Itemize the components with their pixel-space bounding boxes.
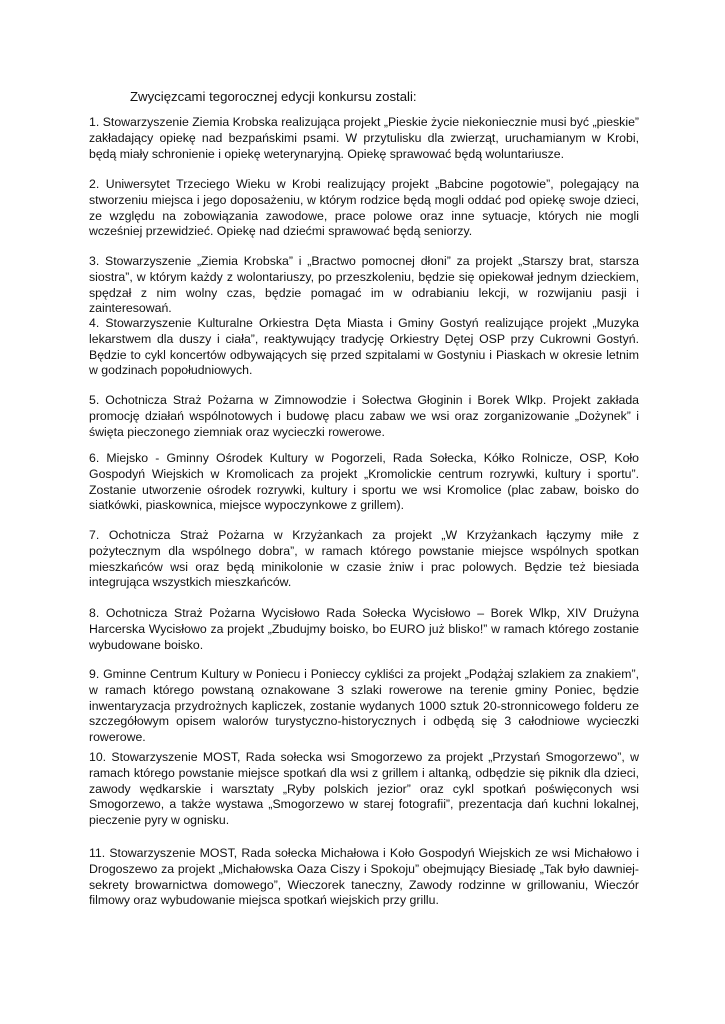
winner-item-4: 4. Stowarzyszenie Kulturalne Orkiestra Dęta Miasta i Gminy Gostyń realizujące projekt „Muzyka lekarstwem dla duszy i ciała”, reaktywujący tradycję Orkiestry Dętej OSP przy Cukrowni Gostyń. Będzie to cykl koncertów odbywających się przed szpitalami w Gostyniu i Piaskach w okresie letnim w godzinach popołudniowych. (89, 316, 639, 378)
winner-item-6: 6. Miejsko - Gminny Ośrodek Kultury w Pogorzeli, Rada Sołecka, Kółko Rolnicze, OSP, Koło Gospodyń Wiejskich w Kromolicach za projekt „Kromolickie centrum rozrywki, kultury i sportu”. Zostanie utworzenie ośrodek rozrywki, kultury i sportu we wsi Kromolice (plac zabaw, boisko do siatkówki, piaskownica, miejsce wypoczynkowe z grillem). (89, 451, 639, 513)
winner-item-2: 2. Uniwersytet Trzeciego Wieku w Krobi realizujący projekt „Babcine pogotowie”, polegający na stworzeniu miejsca i jego doposażeniu, w którym rodzice będą mogli oddać pod opiekę swoje dzieci, ze względu na zobowiązania zawodowe, prace polowe oraz inne sytuacje, których nie mogli wcześniej przewidzieć. Opiekę nad dziećmi sprawować będą seniorzy. (89, 177, 639, 239)
winner-item-9: 9. Gminne Centrum Kultury w Poniecu i Ponieccy cykliści za projekt „Podążaj szlakiem za znakiem”, w ramach którego powstaną oznakowane 3 szlaki rowerowe na terenie gminy Poniec, będzie inwentaryzacja przydrożnych kapliczek, zostanie wydanych 1000 sztuk 20-stronnicowego folderu ze szczegółowym opisem walorów turystyczno-historycznych i odbędą się 3 całodniowe wycieczki rowerowe. (89, 667, 639, 745)
winner-item-3: 3. Stowarzyszenie „Ziemia Krobska” i „Bractwo pomocnej dłoni” za projekt „Starszy brat, starsza siostra”, w którym każdy z wolontariuszy, po przeszkoleniu, będzie się opiekował jednym dzieckiem, spędzał z nim wolny czas, będzie pomagać im w odrabianiu lekcji, w rozwijaniu pasji i zainteresowań. (89, 254, 639, 316)
winner-item-11: 11. Stowarzyszenie MOST, Rada sołecka Michałowa i Koło Gospodyń Wiejskich ze wsi Michałowo i Drogoszewo za projekt „Michałowska Oaza Ciszy i Spokoju” obejmujący Biesiadę „Tak było dawniej- sekrety browarnictwa domowego”, Wieczorek taneczny, Zawody rodzinne w grillowaniu, Wieczór filmowy oraz wybudowanie miejsca spotkań wiejskich przy grillu. (89, 846, 639, 908)
winner-item-10: 10. Stowarzyszenie MOST, Rada sołecka wsi Smogorzewo za projekt „Przystań Smogorzewo”, w ramach którego powstanie miejsce spotkań dla wsi z grillem i altanką, odbędzie się piknik dla dzieci, zawody wędkarskie i warsztaty „Ryby polskich jezior” oraz cykl spotkań poświęconych wsi Smogorzewo, a także wystawa „Smogorzewo w starej fotografii”, prezentacja dań kuchni lokalnej, pieczenie pyry w ognisku. (89, 750, 639, 828)
winner-item-8: 8. Ochotnicza Straż Pożarna Wycisłowo Rada Sołecka Wycisłowo – Borek Wlkp, XIV Drużyna Harcerska Wycisłowo za projekt „Zbudujmy boisko, bo EURO już blisko!” w ramach którego zostanie wybudowane boisko. (89, 606, 639, 652)
winner-item-5: 5. Ochotnicza Straż Pożarna w Zimnowodzie i Sołectwa Głoginin i Borek Wlkp. Projekt zakłada promocję działań wspólnotowych i budowę placu zabaw we wsi oraz zorganizowanie „Dożynek” i święta pieczonego ziemniak oraz wycieczki rowerowe. (89, 393, 639, 439)
winner-item-7: 7. Ochotnicza Straż Pożarna w Krzyżankach za projekt „W Krzyżankach łączymy miłe z pożytecznym dla wspólnego dobra”, w ramach którego powstanie miejsce wspólnych spotkan mieszkańców wsi oraz będą minikolonie w czasie żniw i prac polowych. Będzie też biesiada integrująca wszystkich mieszkańców. (89, 528, 639, 590)
intro-heading: Zwycięzcami tegorocznej edycji konkursu zostali: (130, 89, 417, 104)
winner-item-1: 1. Stowarzyszenie Ziemia Krobska realizująca projekt „Pieskie życie niekoniecznie musi być „pieskie” zakładający opiekę nad bezpańskimi psami. W przytulisku dla zwierząt, uruchamianym w Krobi, będą miały schronienie i opiekę weterynaryjną. Opiekę sprawować będą woluntariusze. (89, 115, 639, 161)
